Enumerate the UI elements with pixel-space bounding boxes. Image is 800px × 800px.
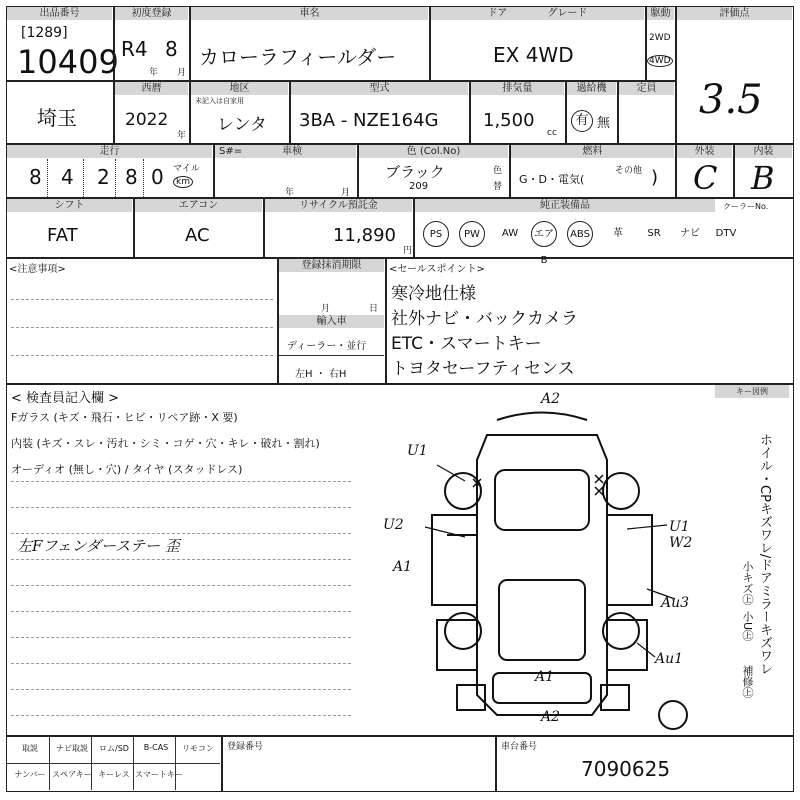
fuel-close: ) [651, 167, 659, 188]
mileage-box [6, 144, 214, 198]
mark-a1-bottom: A1 [535, 669, 555, 685]
side-note-1: 小キズ㊤ [741, 561, 754, 605]
deadline-hi: 日 [369, 304, 379, 314]
year-box [114, 81, 190, 144]
shaken-nen: 年 [285, 188, 295, 198]
wheels [445, 473, 690, 729]
color-box [358, 144, 510, 198]
frame-no: 7090625 [581, 757, 671, 781]
region-header: 地区 [191, 82, 288, 95]
diagram-tag: キー図例 [715, 385, 789, 398]
import-divider [279, 355, 384, 356]
shift: FAT [47, 225, 78, 246]
year-nen: 年 [177, 131, 187, 141]
side-note-3: 補修㊤ [741, 665, 754, 698]
first-reg-nen: 年 [149, 68, 159, 78]
frame-no-header: 車台番号 [501, 742, 538, 752]
sales-points-header-label: セールスポイント [397, 264, 477, 275]
sales-point-2: 社外ナビ・バックカメラ [391, 309, 578, 329]
displacement: 1,500 [483, 110, 535, 131]
import-dealer: ディーラー・並行 [287, 341, 367, 352]
sales-point-1: 寒冷地仕様 [391, 284, 476, 304]
grade-header [431, 7, 644, 20]
deadline-tsuki: 月 [321, 304, 331, 314]
import-hand: 左H ・ 右H [295, 369, 347, 380]
bottom-item-1-4: B-CAS [143, 743, 169, 752]
option-2: PW [459, 221, 485, 247]
color-label-2: 替 [493, 182, 503, 192]
exterior-box [676, 144, 734, 198]
options-header: 純正装備品 [415, 199, 715, 212]
year-header: 西暦 [115, 82, 188, 95]
mark-au3: Au3 [661, 595, 690, 611]
mileage-unit-km: km [173, 176, 193, 188]
inspector-line-4 [11, 481, 351, 482]
mark-a2-bottom: A2 [541, 709, 561, 725]
notes-line-2 [11, 327, 273, 328]
shaken-header [215, 145, 356, 158]
mileage-unit-mile: マイル [173, 164, 200, 174]
bottom-item-2-4: スマートキー [135, 770, 183, 779]
inspector-box [6, 384, 794, 736]
model-box [290, 81, 470, 144]
mileage-divider-2 [83, 159, 84, 197]
sales-point-4: トヨタセーフティセンス [391, 359, 575, 379]
option-4: エアB [531, 221, 557, 247]
sales-points-header: <セールスポイント> [389, 264, 485, 275]
bottom-item-1-1: 取説 [22, 744, 38, 753]
first-reg-tsuki: 月 [177, 68, 187, 78]
notes-header: <注意事項> [9, 264, 66, 275]
displacement-header: 排気量 [471, 82, 564, 95]
grade-header-label: グレード [547, 8, 588, 19]
interior-grade: B [751, 159, 775, 197]
mileage-divider-4 [143, 159, 144, 197]
first-reg-box [114, 6, 190, 81]
sales-point-3: ETC・スマートキー [391, 334, 542, 354]
mileage-d5: 0 [151, 165, 164, 189]
mileage-d1: 8 [29, 165, 42, 189]
exterior-header: 外装 [677, 145, 732, 158]
shift-box [6, 198, 134, 258]
first-reg-header: 初度登録 [115, 7, 188, 20]
inspector-line-6 [11, 533, 351, 534]
mileage-divider-3 [115, 159, 116, 197]
first-reg-month: 8 [165, 37, 178, 61]
frame-no-box [496, 736, 794, 792]
lot-bracket: [1289] [21, 25, 68, 41]
notes-line-1 [11, 299, 273, 300]
notes-header-label: 注意事項 [17, 264, 58, 275]
drive-4wd: 4WD [649, 56, 671, 66]
drive-2wd: 2WD [649, 33, 671, 43]
door-header: ドア [487, 8, 508, 19]
fuel-options: G・D・電気( [519, 173, 585, 186]
score-box [676, 6, 794, 144]
inspector-header: < 検査員記入欄 > [11, 391, 120, 406]
cc-unit: cc [547, 128, 557, 138]
notes-box [6, 258, 278, 384]
displacement-box [470, 81, 566, 144]
bottom-item-1-3: ロム/SD [99, 744, 129, 753]
mark-u2-left: U2 [383, 517, 404, 533]
sales-points-box [386, 258, 794, 384]
recycle-amount: 11,890 [333, 225, 396, 246]
bottom-item-1-5: リモコン [182, 744, 214, 753]
inspector-line-13 [11, 715, 351, 716]
inspector-line-11 [11, 663, 351, 664]
aircon-header: エアコン [135, 199, 262, 212]
shaken-term-label: 車検 [282, 146, 303, 157]
mark-au1: Au1 [655, 651, 684, 667]
leader-lines [425, 465, 675, 657]
grade: EX 4WD [493, 43, 574, 67]
bottom-item-1-2: ナビ取説 [56, 744, 88, 753]
mark-a2-top: A2 [541, 391, 561, 407]
option-1: PS [423, 221, 449, 247]
year: 2022 [125, 110, 169, 130]
lot-number: 10409 [17, 43, 119, 81]
reg-deadline-header: 登録抹消期限 [279, 259, 384, 272]
car-name-header: 車名 [191, 7, 428, 20]
car-name-box [190, 6, 430, 81]
mileage-header: 走行 [7, 145, 212, 158]
interior-box [734, 144, 794, 198]
bottom-item-2-3: キーレス [98, 770, 130, 779]
score-header: 評価点 [677, 7, 792, 20]
turbo-box [566, 81, 618, 144]
inspector-line-5 [11, 507, 351, 508]
exterior-grade: C [693, 159, 718, 197]
options-box [414, 198, 794, 266]
lot-box [6, 6, 119, 81]
region-box [6, 81, 114, 144]
mileage-d2: 4 [61, 165, 74, 189]
inspector-line-7 [11, 559, 351, 560]
coolant-tag: クーラーNo. [723, 202, 769, 211]
interior-header: 内装 [735, 145, 792, 158]
mileage-d4: 8 [125, 165, 138, 189]
reg-deadline-box [278, 258, 386, 384]
color-header: 色 (Col.No) [359, 145, 508, 158]
inspector-line-10 [11, 637, 351, 638]
inspector-line-12 [11, 689, 351, 690]
option-9: DTV [715, 228, 737, 239]
fuel-other: その他 [615, 166, 643, 176]
drive-box [646, 6, 676, 81]
car-name: カローラフィールダー [199, 45, 397, 69]
notes-line-3 [11, 355, 273, 356]
mileage-d3: 2 [97, 165, 110, 189]
recycle-yen: 円 [403, 246, 413, 256]
reg-no-box [222, 736, 496, 792]
use: レンタ [217, 115, 267, 135]
inspector-line-2: 内装 (キズ・スレ・汚れ・シミ・コゲ・穴・キレ・破れ・割れ) [11, 437, 320, 450]
aircon: AC [185, 225, 210, 246]
aircon-box [134, 198, 264, 258]
model: 3BA - NZE164G [299, 110, 439, 131]
inspector-line-9 [11, 611, 351, 612]
turbo-yes: 有 [571, 110, 593, 132]
option-8: ナビ [680, 228, 700, 239]
lot-header: 出品番号 [7, 7, 112, 20]
mark-a1-left: A1 [393, 559, 413, 575]
capacity-box [618, 81, 676, 144]
region: 埼玉 [37, 106, 77, 130]
inspector-line-1: Fガラス (キズ・飛石・ヒビ・リペア跡・X 要) [11, 411, 238, 424]
shaken-tsuki: 月 [341, 188, 351, 198]
mark-u1-left: U1 [407, 443, 428, 459]
shift-header: シフト [7, 199, 132, 212]
option-6: 革 [613, 228, 623, 239]
shaken-box [214, 144, 358, 198]
capacity-header: 定員 [619, 82, 674, 95]
reg-no-header: 登録番号 [227, 742, 264, 752]
mileage-divider-1 [47, 159, 48, 197]
use-box [190, 81, 290, 144]
mark-w2-right: W2 [669, 535, 693, 551]
recycle-header: リサイクル預託金 [265, 199, 412, 212]
bottom-items-box [6, 736, 222, 792]
mark-u1-right: U1 [669, 519, 690, 535]
bottom-item-2-2: スペアキー [52, 770, 92, 779]
drive-header: 駆動 [647, 7, 674, 20]
shaken-label: S#= [219, 146, 243, 157]
fuel-box [510, 144, 676, 198]
side-note-2: 小U㊤ [741, 611, 754, 642]
option-3: AW [501, 228, 519, 239]
option-7: SR [647, 228, 661, 239]
bottom-item-2-1: ナンバー [14, 770, 46, 779]
fuel-header: 燃料 [511, 145, 674, 158]
recycle-box [264, 198, 414, 258]
side-note: ホイル・CPキズワレ/ドアミラーキズワレ [757, 433, 772, 676]
model-header: 型式 [291, 82, 468, 95]
option-5: ABS [567, 221, 593, 247]
color-name: ブラック [385, 163, 445, 181]
bottom-grid-row-divider [7, 763, 220, 764]
first-reg-era: R4 [121, 37, 148, 61]
score-value: 3.5 [699, 77, 763, 123]
inspector-handwritten: 左Fフェンダーステー 歪 [17, 537, 180, 555]
inspector-line-3: オーディオ (無し・穴) / タイヤ (スタッドレス) [11, 463, 243, 476]
inspector-line-8 [11, 585, 351, 586]
color-label-1: 色 [493, 166, 503, 176]
color-code: 209 [409, 181, 429, 192]
turbo-header: 過給機 [567, 82, 616, 95]
turbo-no: 無 [597, 116, 611, 131]
import-header: 輸入車 [279, 315, 384, 328]
door-grade-box [430, 6, 646, 81]
reg-note: 未記入は自家用 [195, 97, 244, 105]
scratch-marks [473, 475, 603, 495]
